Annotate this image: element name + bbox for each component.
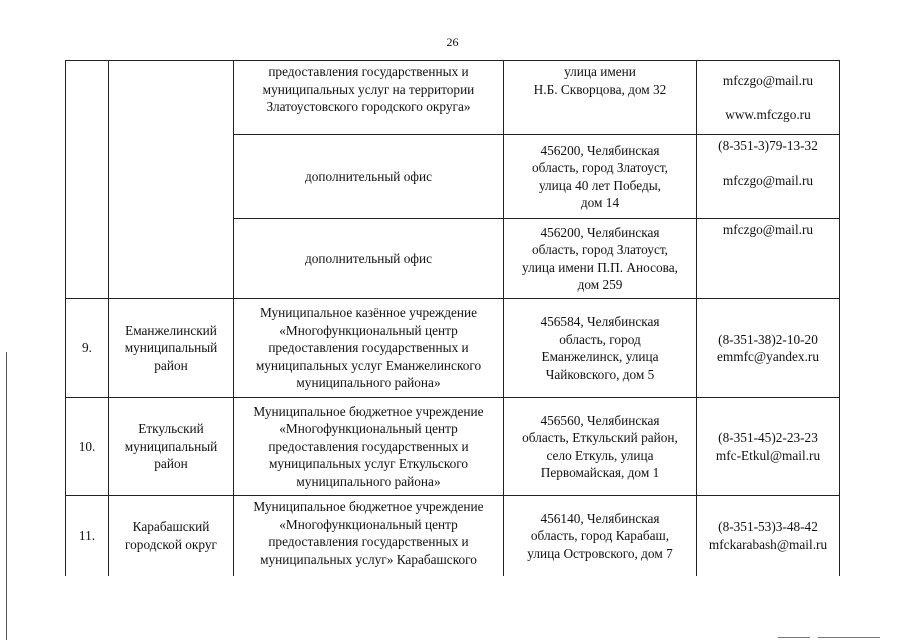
district-cell <box>109 299 234 398</box>
scan-mark <box>778 637 810 638</box>
row-number-cell <box>66 398 109 496</box>
row-number: 10. <box>78 438 96 454</box>
text-line: 456140, Челябинская <box>540 510 660 526</box>
contact-cell <box>697 61 840 135</box>
organization-cell <box>234 496 504 576</box>
text-line: муниципального района» <box>296 473 441 489</box>
text-line: область, Еткульский район, <box>522 430 678 445</box>
text-line: улица 40 лет Победы, <box>538 177 662 193</box>
contact-cell <box>697 135 840 219</box>
address-cell <box>504 398 697 496</box>
table-row <box>66 299 840 398</box>
text-line: область, город <box>559 331 641 347</box>
district-cell <box>109 61 234 299</box>
text-line: дом 259 <box>577 277 623 292</box>
text-line: муниципальный <box>124 438 218 454</box>
text-line: предоставления государственных и <box>268 64 469 79</box>
text-line: «Многофункциональный центр <box>279 322 458 338</box>
row-number: 11. <box>78 528 96 543</box>
text-line: Еткульский <box>138 421 204 437</box>
text-line: Н.Б. Скворцова, дом 32 <box>533 81 667 97</box>
row-number-cell <box>66 496 109 576</box>
text-line: Первомайская, дом 1 <box>540 465 660 480</box>
text-line: Еманжелинск, улица <box>541 349 659 364</box>
text-line: муниципальных услуг на территории <box>262 81 475 97</box>
text-line: дом 14 <box>580 195 620 210</box>
text-line: улица имени П.П. Аносова, <box>522 259 678 275</box>
address-cell <box>504 299 697 398</box>
table-row <box>66 398 840 496</box>
page-number: 26 <box>446 35 459 49</box>
text-line: муниципальных услуг» Карабашского <box>260 551 477 567</box>
phone-text: (8-351-45)2-23-23 <box>718 430 818 445</box>
text-line: «Многофункциональный центр <box>279 421 458 437</box>
phone-text: (8-351-38)2-10-20 <box>718 331 818 347</box>
text-line: район <box>154 357 188 373</box>
text-line: предоставления государственных и <box>268 438 469 454</box>
text-line: Чайковского, дом 5 <box>545 366 655 382</box>
website-link[interactable]: www.mfczgo.ru <box>725 107 811 122</box>
organization-cell <box>234 219 504 299</box>
address-cell <box>504 496 697 576</box>
text-line: область, город Карабаш, <box>530 528 670 543</box>
text-line: улица Островского, дом 7 <box>527 545 673 561</box>
text-line: муниципального района» <box>296 375 441 391</box>
address-cell <box>504 61 697 135</box>
text-line: область, город Златоуст, <box>532 242 668 257</box>
email-link[interactable]: mfc-Etkul@mail.ru <box>715 447 821 463</box>
email-link[interactable]: mfckarabash@mail.ru <box>708 536 828 552</box>
text-line: предоставления государственных и <box>268 340 469 356</box>
row-number: 9. <box>82 340 92 356</box>
row-number-cell <box>66 299 109 398</box>
mfc-offices-table <box>65 60 840 576</box>
text-line: муниципальных услуг Еманжелинского <box>255 357 482 373</box>
contact-cell <box>697 299 840 398</box>
text-line: «Многофункциональный центр <box>279 516 458 532</box>
text-line: район <box>154 456 188 472</box>
text-line: дополнительный офис <box>304 168 433 184</box>
organization-cell <box>234 135 504 219</box>
table-row <box>66 61 840 135</box>
email-link[interactable]: mfczgo@mail.ru <box>722 72 814 88</box>
text-line: предоставления государственных и <box>268 534 469 549</box>
text-line: Златоустовского городского округа» <box>266 99 471 114</box>
district-cell <box>109 398 234 496</box>
text-line: муниципальный <box>124 340 218 356</box>
margin-line <box>6 352 7 640</box>
text-line: муниципальных услуг Еткульского <box>268 456 469 472</box>
contact-cell <box>697 398 840 496</box>
text-line: 456560, Челябинская <box>540 412 660 428</box>
text-line: Карабашский <box>132 519 210 535</box>
organization-cell <box>234 61 504 135</box>
phone-text: (8-351-53)3-48-42 <box>718 519 818 535</box>
text-line: село Еткуль, улица <box>546 447 654 463</box>
organization-cell <box>234 299 504 398</box>
address-cell <box>504 219 697 299</box>
phone-text: (8-351-3)79-13-32 <box>718 138 818 153</box>
text-line: область, город Златоуст, <box>532 160 668 175</box>
text-line: Муниципальное казённое учреждение <box>259 305 478 321</box>
district-cell <box>109 496 234 576</box>
organization-cell <box>234 398 504 496</box>
email-link[interactable]: mfczgo@mail.ru <box>722 172 814 188</box>
text-line: 456200, Челябинская <box>540 142 660 158</box>
text-line: городской округ <box>125 536 217 552</box>
row-number-cell <box>66 61 109 299</box>
text-line: 456584, Челябинская <box>540 314 660 329</box>
text-line: 456200, Челябинская <box>540 224 660 240</box>
text-line: Муниципальное бюджетное учреждение <box>253 499 484 514</box>
text-line: Еманжелинский <box>125 322 217 338</box>
table-row <box>66 496 840 576</box>
email-link[interactable]: mfczgo@mail.ru <box>722 222 814 237</box>
email-link[interactable]: emmfc@yandex.ru <box>717 349 819 364</box>
scan-mark <box>818 637 880 638</box>
contact-cell <box>697 219 840 299</box>
address-cell <box>504 135 697 219</box>
text-line: улица имени <box>564 64 636 79</box>
text-line: Муниципальное бюджетное учреждение <box>253 403 484 419</box>
text-line: дополнительный офис <box>304 250 433 266</box>
contact-cell <box>697 496 840 576</box>
